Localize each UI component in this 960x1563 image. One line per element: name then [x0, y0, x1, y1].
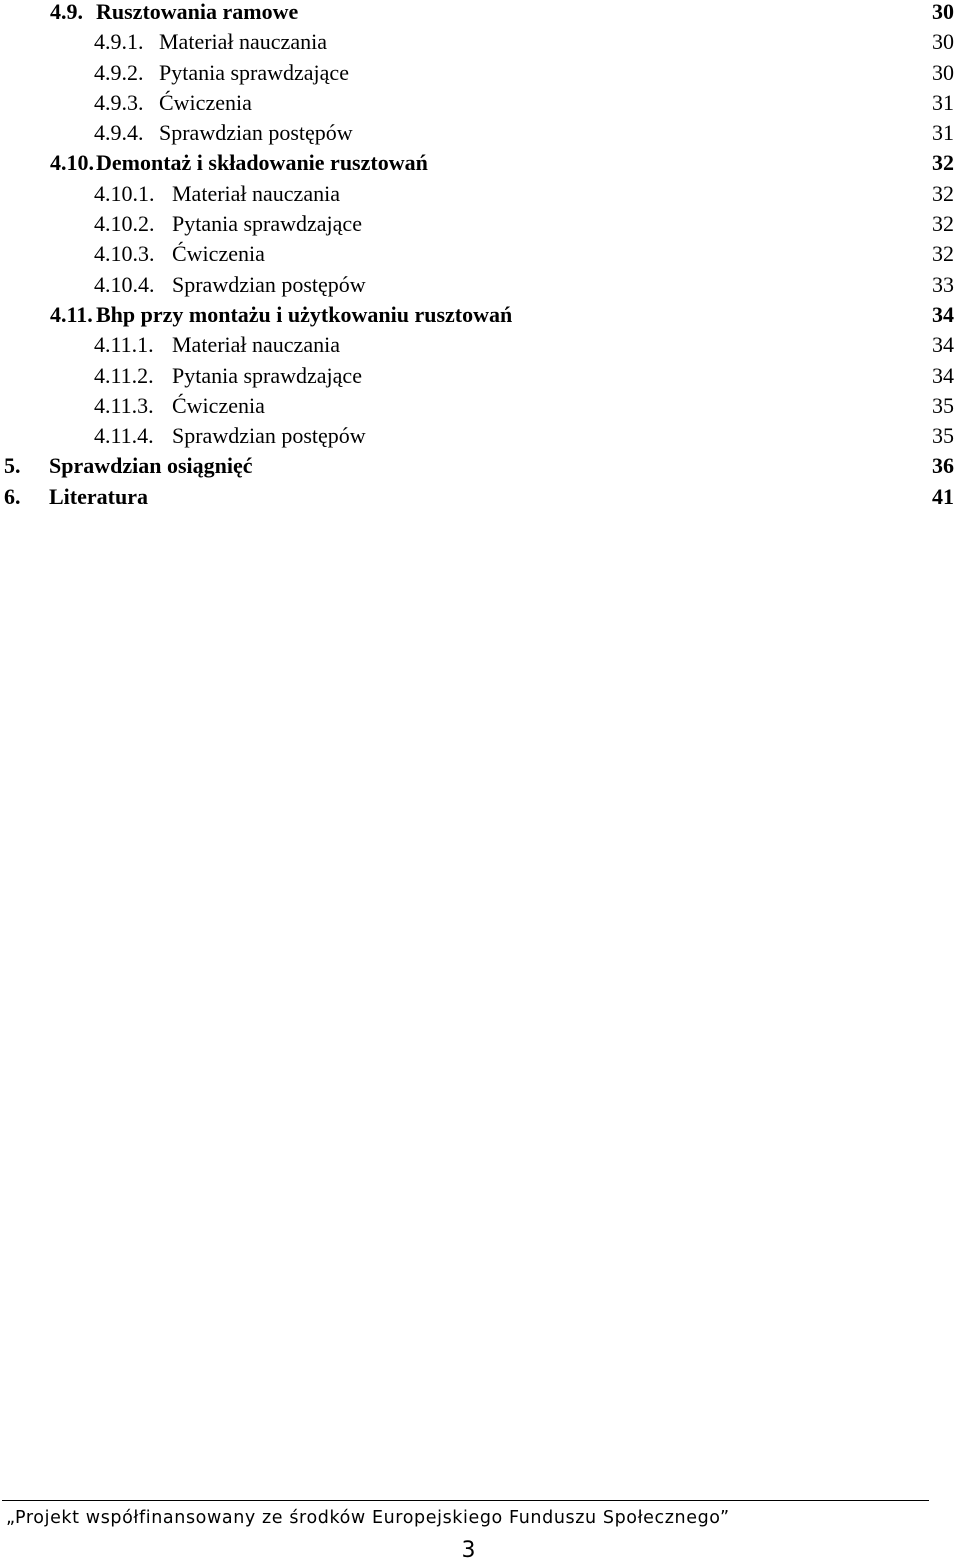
toc-entry-number: 4.11.1. [94, 332, 154, 358]
toc-entry-number: 4.9.1. [94, 29, 144, 55]
toc-entry-number: 4.11.2. [94, 362, 154, 388]
toc-entry-number: 4.10.3. [94, 241, 155, 267]
toc-entry-page: 30 [932, 0, 954, 24]
toc-entry-number: 4.9.2. [94, 59, 144, 85]
toc-entry[interactable] [0, 364, 960, 394]
toc-entry-number: 4.10. [50, 150, 94, 176]
toc-entry-page: 35 [932, 392, 954, 418]
toc-entry-title: Literatura [49, 483, 148, 509]
toc-entry-page: 34 [932, 301, 954, 327]
toc-entry-page: 30 [932, 59, 954, 85]
toc-entry-number: 4.9.4. [94, 120, 144, 146]
toc-entry-page: 30 [932, 29, 954, 55]
toc-entry-page: 31 [932, 120, 954, 146]
toc-entry-page: 32 [932, 180, 954, 206]
toc-entry-title: Bhp przy montażu i użytkowaniu rusztowań [96, 301, 513, 327]
toc-entry-title: Sprawdzian postępów [172, 271, 366, 297]
toc-entry-number: 4.11.3. [94, 392, 154, 418]
toc-entry[interactable] [0, 0, 960, 30]
toc-entry-title: Materiał nauczania [172, 332, 340, 358]
toc-entry-page: 35 [932, 423, 954, 449]
table-of-contents [0, 0, 960, 515]
toc-entry[interactable] [0, 454, 960, 484]
toc-entry-number: 4.10.2. [94, 211, 155, 237]
toc-entry-title: Pytania sprawdzające [159, 59, 349, 85]
toc-entry[interactable] [0, 333, 960, 363]
toc-entry-title: Demontaż i składowanie rusztowań [96, 150, 428, 176]
toc-entry[interactable] [0, 424, 960, 454]
toc-entry[interactable] [0, 242, 960, 272]
toc-entry-title: Sprawdzian osiągnięć [49, 453, 253, 479]
toc-entry-title: Rusztowania ramowe [96, 0, 299, 24]
toc-entry[interactable] [0, 151, 960, 181]
toc-entry[interactable] [0, 303, 960, 333]
toc-entry-page: 36 [932, 453, 954, 479]
toc-entry-title: Ćwiczenia [159, 89, 252, 115]
toc-entry-title: Pytania sprawdzające [172, 211, 362, 237]
toc-entry-title: Sprawdzian postępów [159, 120, 353, 146]
toc-entry[interactable] [0, 182, 960, 212]
toc-entry[interactable] [0, 273, 960, 303]
toc-entry[interactable] [0, 394, 960, 424]
toc-entry-page: 41 [932, 483, 954, 509]
toc-entry-number: 5. [4, 453, 21, 479]
toc-entry[interactable] [0, 121, 960, 151]
toc-entry-page: 32 [932, 150, 954, 176]
toc-entry-page: 33 [932, 271, 954, 297]
toc-entry-page: 31 [932, 89, 954, 115]
toc-entry-title: Pytania sprawdzające [172, 362, 362, 388]
toc-entry[interactable] [0, 30, 960, 60]
footer-funding-note: „Projekt współfinansowany ze środków Europejskiego Funduszu Społecznego” [6, 1508, 730, 1528]
toc-entry[interactable] [0, 212, 960, 242]
page-number: 3 [461, 1538, 476, 1563]
toc-entry-page: 32 [932, 211, 954, 237]
footer-divider [2, 1500, 929, 1501]
toc-entry[interactable] [0, 61, 960, 91]
toc-entry-page: 34 [932, 332, 954, 358]
toc-entry-title: Materiał nauczania [172, 180, 340, 206]
toc-entry-number: 4.11. [50, 301, 93, 327]
toc-entry-page: 34 [932, 362, 954, 388]
toc-entry-number: 4.11.4. [94, 423, 154, 449]
toc-entry-number: 6. [4, 483, 21, 509]
toc-entry[interactable] [0, 485, 960, 515]
toc-entry-title: Materiał nauczania [159, 29, 327, 55]
toc-entry-number: 4.10.1. [94, 180, 155, 206]
toc-entry[interactable] [0, 91, 960, 121]
toc-entry-number: 4.9.3. [94, 89, 144, 115]
toc-entry-number: 4.9. [50, 0, 83, 24]
toc-entry-page: 32 [932, 241, 954, 267]
toc-entry-title: Ćwiczenia [172, 392, 265, 418]
toc-entry-title: Sprawdzian postępów [172, 423, 366, 449]
toc-entry-title: Ćwiczenia [172, 241, 265, 267]
toc-entry-number: 4.10.4. [94, 271, 155, 297]
